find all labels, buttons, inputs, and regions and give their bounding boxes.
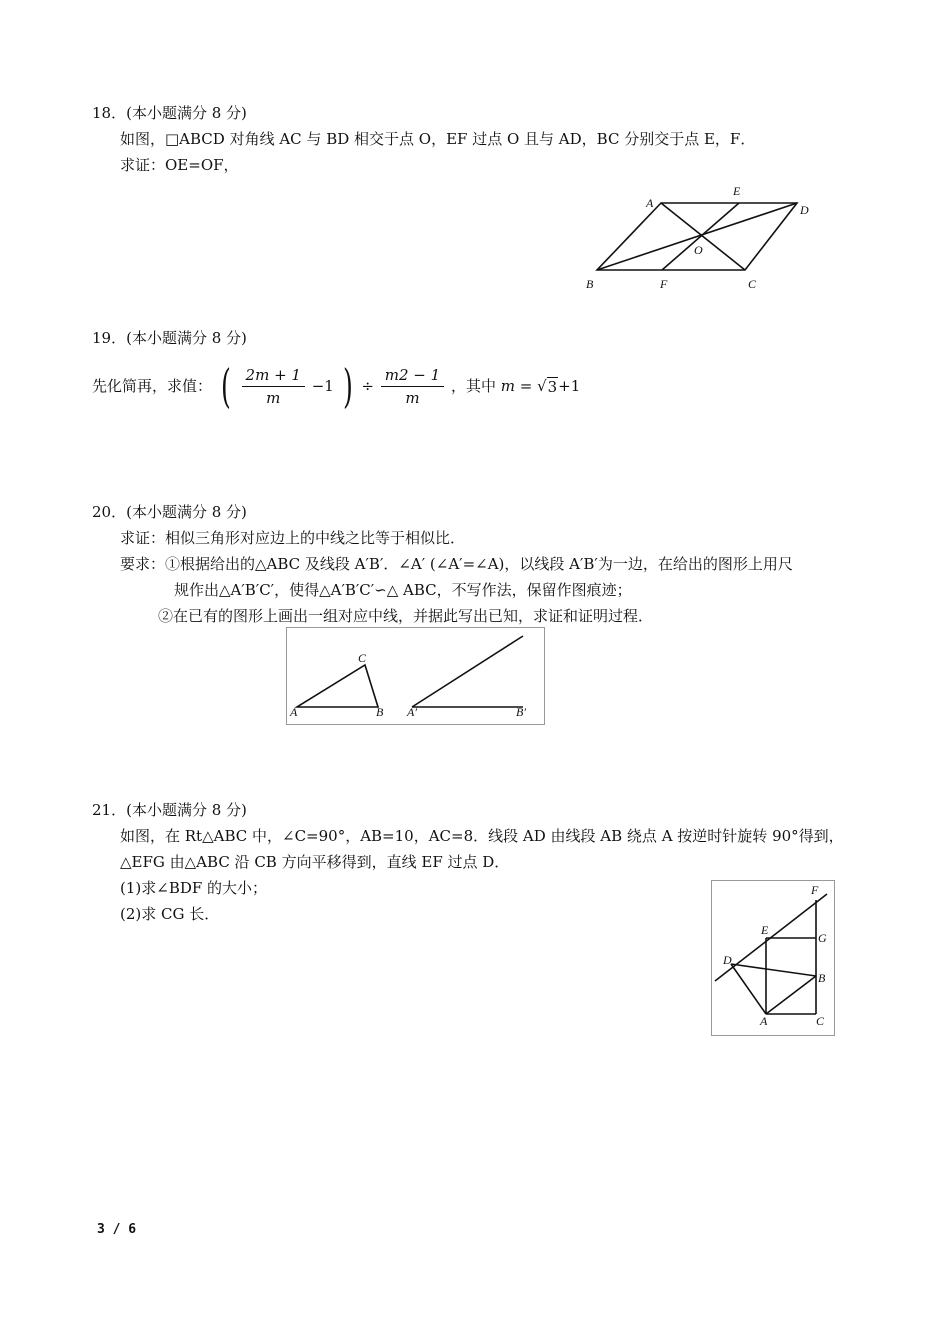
q20-header: 20．(本小题满分 8 分) (92, 503, 247, 521)
rotation-translation-figure (711, 880, 835, 1036)
sqrt-radicand: 3 (547, 377, 558, 396)
m-equals: m = (500, 377, 538, 395)
minus-one: −1 (311, 377, 334, 395)
fraction-1-denominator: m (266, 388, 281, 407)
fraction-2-numerator: m2 − 1 (381, 364, 444, 387)
sqrt-sign: √ (537, 377, 547, 395)
left-paren: ( (220, 359, 231, 413)
label-F: F (660, 277, 668, 291)
label-B: B (376, 705, 384, 719)
label-E: E (761, 923, 769, 937)
label-B: B (586, 277, 594, 291)
q21-statement-2: △EFG 由△ABC 沿 CB 方向平移得到，直线 EF 过点 D． (120, 853, 510, 871)
label-D: D (800, 203, 809, 217)
fraction-2 (381, 364, 444, 409)
fraction-2-denominator: m (405, 388, 420, 407)
label-C: C (816, 1014, 825, 1028)
q18-statement: 如图，□ABCD 对角线 AC 与 BD 相交于点 O，EF 过点 O 且与 AD，BC 分别交于点 E，F． (120, 130, 756, 148)
parallelogram-figure (580, 180, 820, 295)
q21-header: 21．(本小题满分 8 分) (92, 801, 247, 819)
plus-one: +1 (558, 377, 581, 395)
page-number: 3 / 6 (97, 1222, 137, 1237)
fraction-1-numerator: 2m + 1 (242, 364, 305, 387)
label-G: G (818, 931, 827, 945)
triangle-construction-figure (286, 627, 545, 725)
q19-prefix: 先化简再，求值： (92, 377, 213, 395)
label-A-prime: A′ (407, 705, 417, 719)
label-F: F (811, 883, 819, 897)
q20-requirement-1: 要求：①根据给出的△ABC 及线段 A′B′．∠A′ (∠A′=∠A)，以线段 A′B′为一边，在给出的图形上用尺 (120, 555, 793, 573)
q21-statement-1: 如图，在 Rt△ABC 中，∠C=90°，AB=10，AC=8．线段 AD 由线段 AB 绕点 A 按逆时针旋转 90°得到， (120, 827, 844, 845)
label-B-prime: B′ (516, 705, 526, 719)
fraction-1 (242, 364, 305, 409)
label-C: C (358, 651, 367, 665)
label-A: A (290, 705, 298, 719)
label-A: A (760, 1014, 768, 1028)
q20-requirement-2: ②在已有的图形上画出一组对应中线，并据此写出已知，求证和证明过程． (158, 607, 654, 625)
q20-prove: 求证：相似三角形对应边上的中线之比等于相似比． (120, 529, 466, 547)
q19-header: 19．(本小题满分 8 分) (92, 329, 247, 347)
label-B: B (818, 971, 826, 985)
label-C: C (748, 277, 757, 291)
label-E: E (733, 184, 741, 198)
q18-header: 18．(本小题满分 8 分) (92, 104, 247, 122)
q19-suffix: ，其中 (450, 377, 496, 395)
divide-sign: ÷ (361, 377, 374, 395)
right-paren: ) (342, 359, 353, 413)
q20-requirement-1-cont: 规作出△A′B′C′，使得△A′B′C′∽△ ABC，不写作法，保留作图痕迹； (174, 581, 632, 599)
label-D: D (723, 953, 732, 967)
label-O: O (694, 243, 703, 257)
q21-part-1: (1)求∠BDF 的大小； (120, 879, 268, 897)
q21-part-2: (2)求 CG 长． (120, 905, 220, 923)
label-A: A (646, 196, 654, 210)
q19-expression (92, 358, 580, 413)
q18-prove: 求证：OE=OF， (120, 156, 239, 174)
